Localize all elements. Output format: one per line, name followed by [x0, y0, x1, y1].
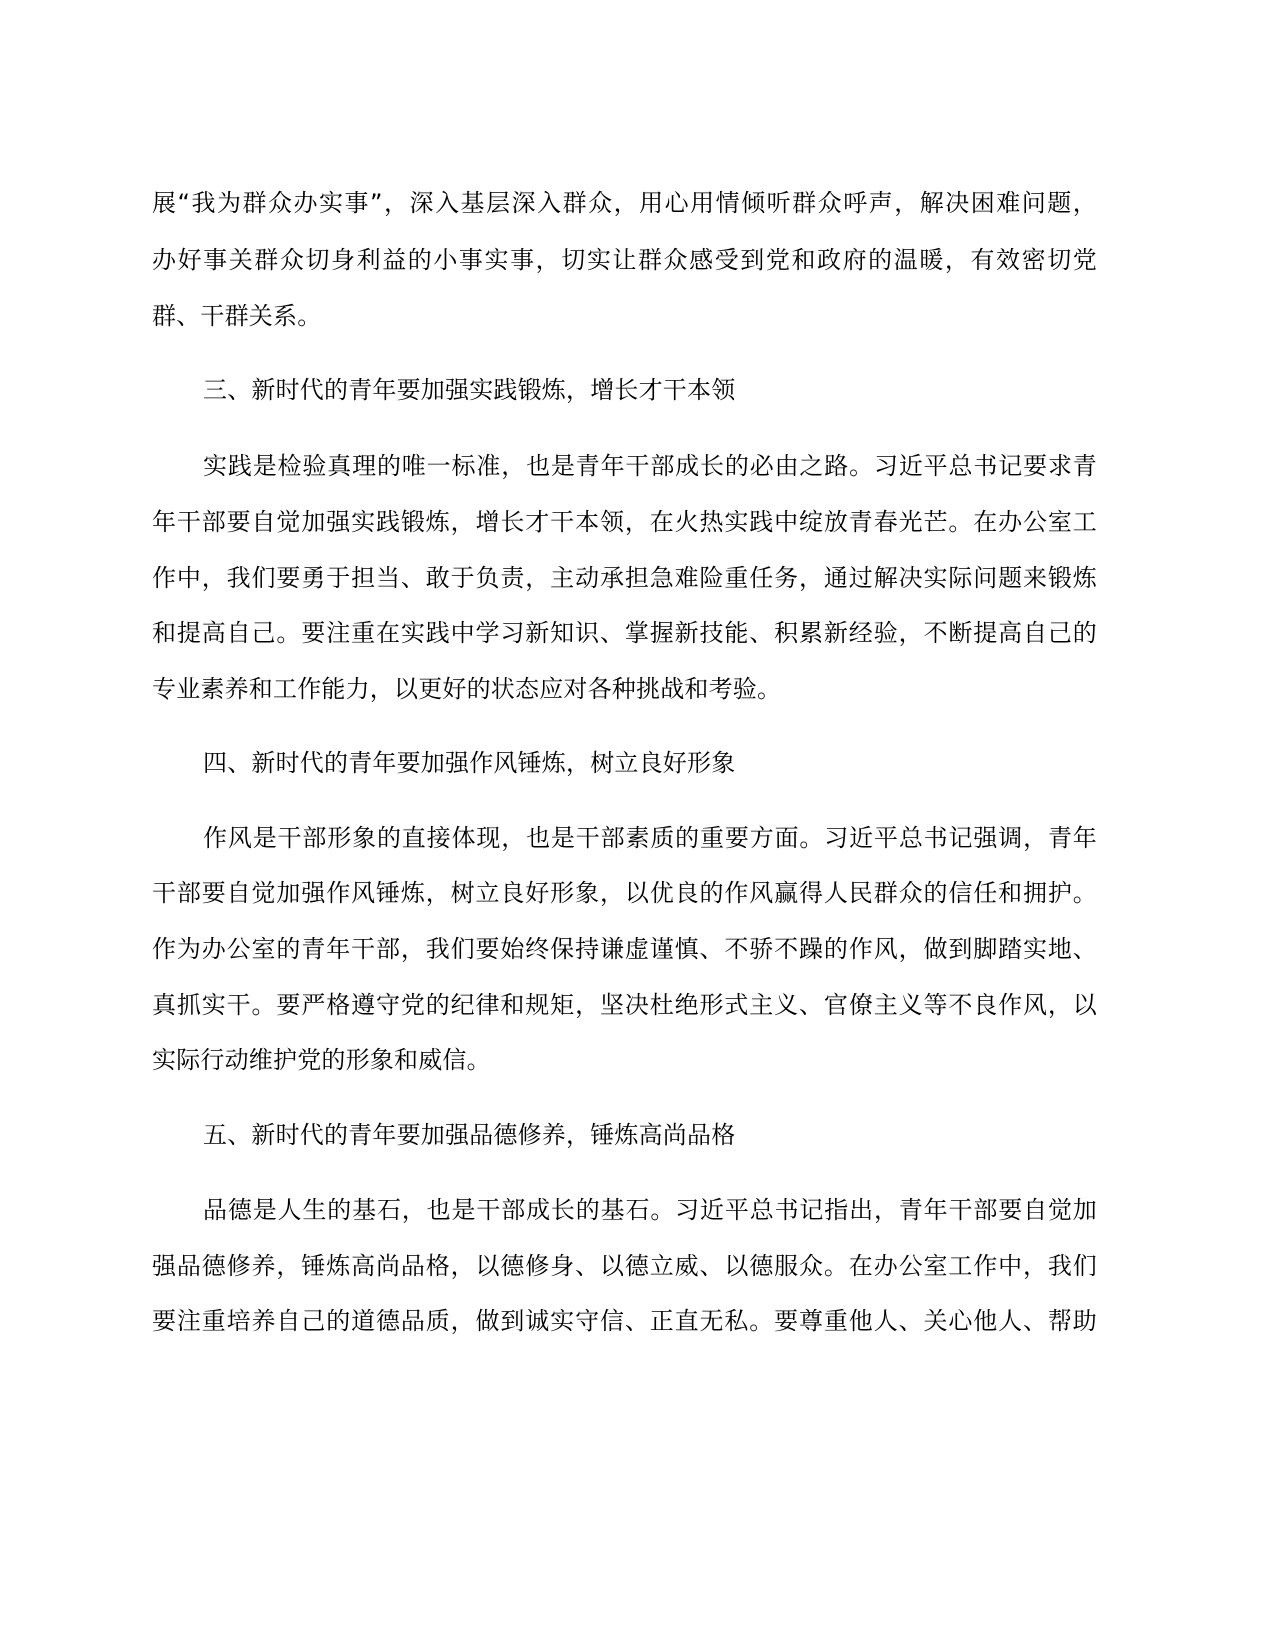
- body-text-line: 实际行动维护党的形象和威信。: [152, 1046, 491, 1074]
- section-heading-5: 五、新时代的青年要加强品德修养，锤炼高尚品格: [203, 1121, 736, 1149]
- section-heading-3: 三、新时代的青年要加强实践锻炼，增长才干本领: [203, 376, 736, 404]
- body-text-line: 要注重培养自己的道德品质，做到诚实守信、正直无私。要尊重他人、关心他人、帮助: [152, 1307, 1097, 1335]
- body-text-line: 年干部要自觉加强实践锻炼，增长才干本领，在火热实践中绽放青春光芒。在办公室工: [152, 508, 1097, 536]
- body-text-line: 强品德修养，锤炼高尚品格，以德修身、以德立威、以德服众。在办公室工作中，我们: [152, 1252, 1097, 1280]
- section-heading-4: 四、新时代的青年要加强作风锤炼，树立良好形象: [203, 749, 736, 777]
- body-text-line: 群、干群关系。: [152, 302, 322, 330]
- body-text-line: 真抓实干。要严格遵守党的纪律和规矩，坚决杜绝形式主义、官僚主义等不良作风，以: [152, 991, 1097, 1019]
- body-text-line: 作风是干部形象的直接体现，也是干部素质的重要方面。习近平总书记强调，青年: [203, 824, 1097, 852]
- body-text-line: 干部要自觉加强作风锤炼，树立良好形象，以优良的作风赢得人民群众的信任和拥护。: [152, 879, 1097, 907]
- body-text-line: 品德是人生的基石，也是干部成长的基石。习近平总书记指出，青年干部要自觉加: [203, 1196, 1097, 1224]
- body-text-line: 和提高自己。要注重在实践中学习新知识、掌握新技能、积累新经验，不断提高自己的: [152, 619, 1097, 647]
- body-text-line: 专业素养和工作能力，以更好的状态应对各种挑战和考验。: [152, 675, 782, 703]
- body-text-line: 实践是检验真理的唯一标准，也是青年干部成长的必由之路。习近平总书记要求青: [203, 452, 1097, 480]
- body-text-line: 展“我为群众办实事”，深入基层深入群众，用心用情倾听群众呼声，解决困难问题，: [152, 189, 1097, 217]
- body-text-line: 作为办公室的青年干部，我们要始终保持谦虚谨慎、不骄不躁的作风，做到脚踏实地、: [152, 935, 1097, 963]
- body-text-line: 作中，我们要勇于担当、敢于负责，主动承担急难险重任务，通过解决实际问题来锻炼: [152, 564, 1097, 592]
- body-text-line: 办好事关群众切身利益的小事实事，切实让群众感受到党和政府的温暖，有效密切党: [152, 246, 1097, 274]
